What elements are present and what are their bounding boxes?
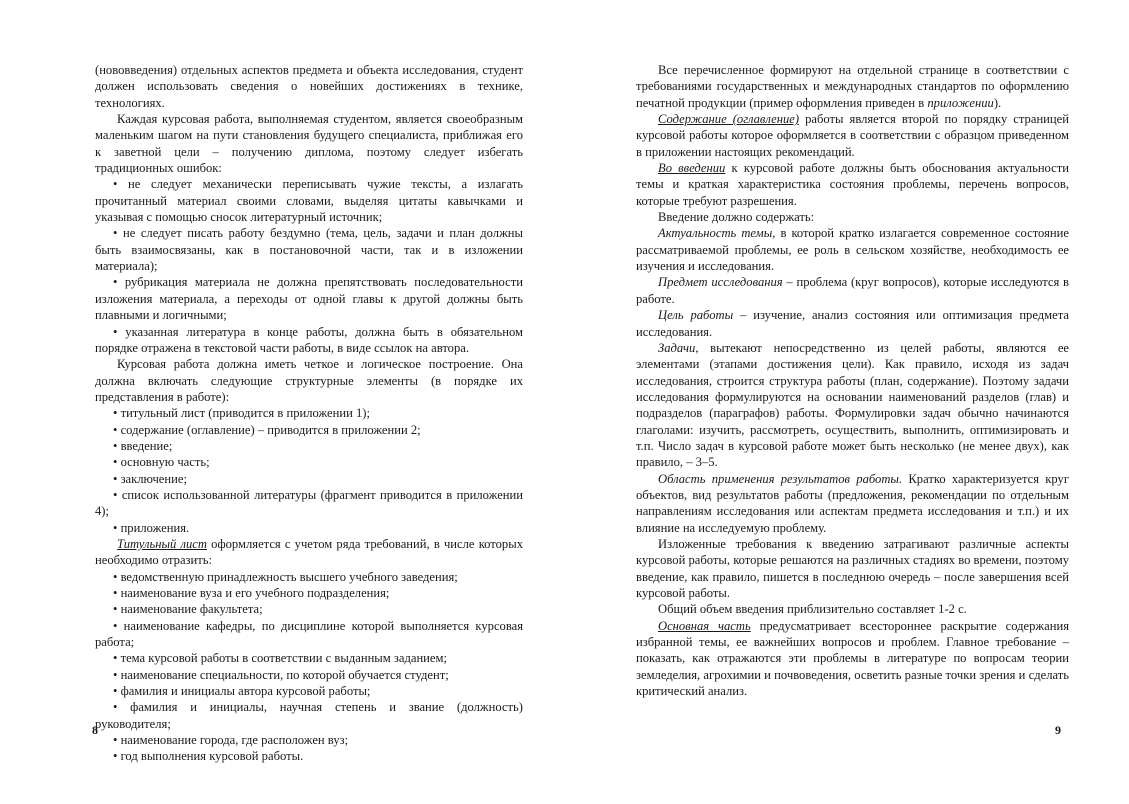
structure-item: • список использованной литературы (фрагмент приводится в приложении 4); (95, 487, 523, 520)
left-page (0, 0, 564, 804)
term-application: Область применения результатов работы. (658, 471, 903, 486)
structure-item: • приложения. (95, 520, 523, 536)
paragraph (636, 111, 1069, 160)
paragraph (636, 160, 1069, 209)
title-page-item: • фамилия и инициалы, научная степень и звание (должность) руководителя; (95, 699, 523, 732)
page-number: 9 (1055, 723, 1061, 737)
paragraph (636, 340, 1069, 471)
paragraph: Введение должно содержать: (658, 210, 815, 225)
paragraph-text: Кратко характеризуется круг объектов, вид результатов работы (предложения, рекомендации по отдельным направлениям исследования или аспектам предмета исследования и т.п.) и их влияние на исследуемую проблему. (636, 471, 1070, 535)
bullet-item: • указанная литература в конце работы, должна быть в обязательном порядке отражена в текстовой части работы, в виде ссылок на автора. (95, 324, 523, 357)
paragraph: Каждая курсовая работа, выполняемая студентом, является своеобразным маленьким шагом на пути становления будущего специалиста, приближая его к заветной цели – получению диплома, поэтому следует избегать традиционных ошибок: (95, 112, 523, 176)
title-page-item: • наименование города, где расположен вуз; (95, 732, 523, 748)
structure-item: • введение; (95, 438, 523, 454)
title-page-item: • наименование кафедры, по дисциплине которой выполняется курсовая работа; (95, 618, 523, 651)
appendix-reference: приложении (927, 95, 994, 110)
paragraph: Общий объем введения приблизительно составляет 1-2 с. (658, 602, 967, 617)
structure-item: • содержание (оглавление) – приводится в приложении 2; (95, 422, 523, 438)
structure-item: • заключение; (95, 471, 523, 487)
term-title-page: Титульный лист (117, 536, 207, 551)
term-subject: Предмет исследования (658, 275, 783, 290)
bullet-item: • не следует писать работу бездумно (тема, цель, задачи и план должны быть взаимосвязаны, как в постановочной части, так и в изложении материала); (95, 225, 523, 274)
title-page-item: • наименование вуза и его учебного подразделения; (95, 585, 523, 601)
title-page-item: • наименование специальности, по которой обучается студент; (95, 667, 523, 683)
term-relevance: Актуальность темы, (658, 226, 776, 241)
title-page-item: • наименование факультета; (95, 601, 523, 617)
paragraph-text: вытекают непосредственно из целей работы, являются ее элементами (этапами достижения цели). Как правило, исходя из задач исследования, строится структура работы (план, содержание). Поэтому задачи исследования формулируются на основании наименований разделов (глав) и подразделов (параграфов) работы. Формулировки задач обычно начинаются глаголами: изучить, рассмотреть, осуществить, выполнить, оптимизировать и т.п. Число задач в курсовой работе может быть несколько (не менее двух), как правило, – 3–5. (636, 340, 1069, 470)
page-number: 8 (92, 723, 98, 737)
structure-item: • титульный лист (приводится в приложении 1); (95, 405, 523, 421)
right-page-body (636, 62, 1069, 699)
left-page-body (95, 62, 523, 765)
paragraph-text: – проблема (круг вопросов), которые исследуются в работе. (636, 275, 1070, 306)
right-page (564, 0, 1129, 804)
term-goal: Цель работы (658, 308, 734, 323)
paragraph-text: предусматривает всестороннее раскрытие содержания избранной темы, ее важнейших вопросов и проблем. Главное требование – показать, как отражаются эти проблемы в литературе по вопросам теории земледелия, агрохимии и почвоведения, осветить разные точки зрения и сделать критический анализ. (636, 618, 1069, 699)
paragraph (636, 225, 1069, 274)
paragraph (636, 62, 1069, 111)
paragraph (95, 536, 523, 569)
paragraph: (нововведения) отдельных аспектов предмета и объекта исследования, студент должен использовать сведения о новейших достижениях в технике, технологиях. (95, 63, 523, 110)
paragraph-text: оформляется с учетом ряда требований, в числе которых необходимо отразить: (95, 536, 523, 568)
paragraph-text: работы является второй по порядку страницей курсовой работы которое оформляется в соответствии с образцом приведенном в приложении настоящих рекомендаций. (636, 112, 1069, 159)
title-page-item: • ведомственную принадлежность высшего учебного заведения; (95, 569, 523, 585)
paragraph (636, 307, 1069, 340)
title-page-item: • год выполнения курсовой работы. (95, 748, 523, 764)
paragraph (636, 618, 1069, 700)
structure-item: • основную часть; (95, 454, 523, 470)
paragraph-text: в которой кратко излагается современное состояние рассматриваемой проблемы, ее роль в сельском хозяйстве, необходимость ее изучения и исследования. (636, 226, 1069, 274)
paragraph-text: к курсовой работе должны быть обоснования актуальности темы и краткая характеристика состояния проблемы, перечень вопросов, которые требуют разрешения. (636, 161, 1069, 208)
paragraph-text: – изучение, анализ состояния или оптимизация предмета исследования. (636, 308, 1069, 339)
paragraph-text: Все перечисленное формируют на отдельной странице в соответствии с требованиями государственных и международных стандартов по оформлению печатной продукции (пример оформления приведен в (636, 63, 1069, 110)
bullet-item: • не следует механически переписывать чужие тексты, а излагать прочитанный материал своими словами, выделяя цитаты кавычками и указывая с помощью сносок литературный источник; (95, 176, 523, 225)
paragraph: Изложенные требования к введению затрагивают различные аспекты курсовой работы, которые решаются на различных стадиях во времени, поэтому введение, как правило, пишется в последнюю очередь – после завершения всей курсовой работы. (636, 536, 1069, 600)
paragraph: Курсовая работа должна иметь четкое и логическое построение. Она должна включать следующие структурные элементы (в порядке их представления в работе): (95, 357, 523, 404)
title-page-item: • тема курсовой работы в соответствии с выданным заданием; (95, 650, 523, 666)
term-introduction: Во введении (658, 161, 726, 176)
term-tasks: Задачи, (658, 340, 699, 355)
paragraph-text: ). (993, 95, 1002, 110)
bullet-item: • рубрикация материала не должна препятствовать последовательности изложения материала, а переходы от одной главы к другой должны быть плавными и логичными; (95, 274, 523, 323)
paragraph (636, 471, 1069, 536)
paragraph (636, 274, 1069, 307)
term-contents: Содержание (оглавление) (658, 112, 800, 127)
title-page-item: • фамилия и инициалы автора курсовой работы; (95, 683, 523, 699)
term-main-part: Основная часть (658, 618, 751, 633)
